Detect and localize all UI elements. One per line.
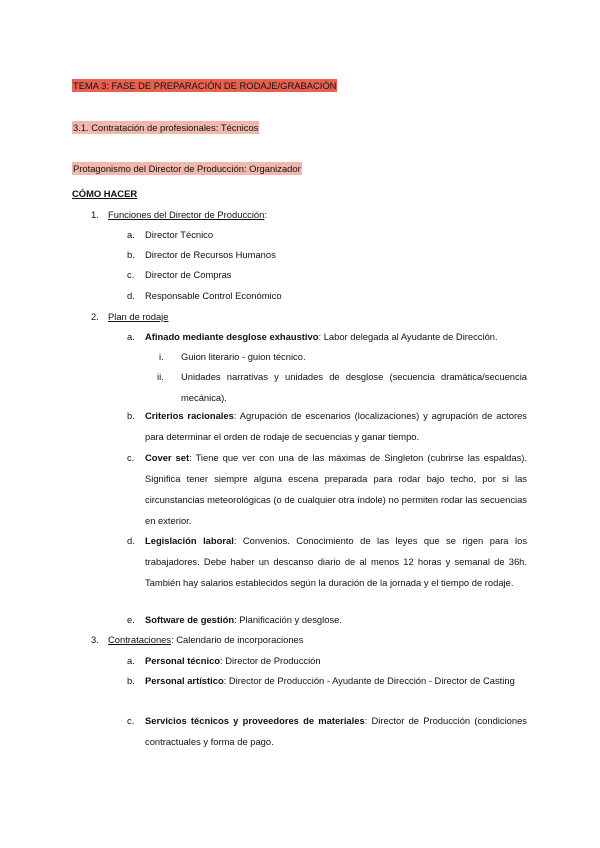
list-item [145, 447, 527, 531]
list-item: Director Técnico [145, 229, 214, 240]
list-item: Responsable Control Económico [145, 290, 282, 301]
item-term: Servicios técnicos y proveedores de materiales [145, 715, 365, 726]
item-text: : Director de Producción (condiciones contractuales y forma de pago. [145, 715, 527, 747]
sublist-marker: ii. [157, 371, 164, 382]
protagonismo-title: Protagonismo del Director de Producción: Organizador [73, 163, 301, 174]
section-1-suffix: : [264, 209, 267, 220]
item-term: Criterios racionales [145, 410, 234, 421]
item-text: : Agrupación de escenarios (localizaciones) y agrupación de actores para determinar el orden de rodaje de secuencias y ganar tiempo. [145, 410, 527, 442]
item-text: : Director de Producción - Ayudante de Dirección - Director de Casting [223, 675, 515, 686]
sublist-item: Guion literario - guion técnico. [181, 351, 306, 362]
list-item [145, 613, 342, 626]
list-item: Director de Recursos Humanos [145, 249, 276, 260]
section-2-title: Plan de rodaje [108, 311, 169, 322]
section-3-title: Contrataciones [108, 634, 172, 645]
sublist-marker: i. [159, 351, 164, 362]
sublist-item: Unidades narrativas y unidades de desglose (secuencia dramática/secuencia mecánica). [181, 371, 527, 403]
list-marker: d. [127, 535, 135, 546]
list-marker: a. [127, 655, 135, 666]
list-marker: b. [127, 675, 135, 686]
tema-heading [72, 79, 337, 92]
list-item [145, 405, 527, 447]
subtema-heading [72, 121, 259, 134]
list-item: Director de Compras [145, 269, 232, 280]
item-text: : Tiene que ver con una de las máximas de Singleton (cubrirse las espaldas). Significa tener siempre alguna escena preparada para rodar bajo techo, por si las circunstancias meteorológicas (o de cualquier otra índole) no permiten rodar las secuencias en exterior. [145, 452, 527, 526]
section-1-number: 1. [91, 209, 99, 220]
section-3-heading [108, 633, 303, 646]
list-marker: c. [127, 269, 135, 280]
list-marker: d. [127, 290, 135, 301]
item-term: Legislación laboral [145, 535, 234, 546]
section-2-number: 2. [91, 311, 99, 322]
item-term: Personal técnico [145, 655, 221, 666]
list-marker: c. [127, 715, 135, 726]
list-item [145, 710, 527, 752]
list-item [145, 530, 527, 593]
section-3-suffix: : Calendario de incorporaciones [171, 634, 304, 645]
section-1-heading [108, 208, 267, 221]
item-term: Cover set [145, 452, 190, 463]
item-term: Personal artístico [145, 675, 224, 686]
list-item [145, 654, 321, 667]
tema-title: TEMA 3: FASE DE PREPARACIÓN DE RODAJE/GRABACIÓN [73, 80, 337, 91]
item-text: : Director de Producción [220, 655, 321, 666]
como-hacer-heading: CÓMO HACER [72, 188, 138, 199]
list-marker: c. [127, 452, 135, 463]
protagonismo-heading [72, 162, 302, 175]
list-marker: b. [127, 249, 135, 260]
item-text: : Convenios. Conocimiento de las leyes que se rigen para los trabajadores. Debe haber un descanso diario de al menos 12 horas y semanal de 36h. También hay salarios establecidos según la duración de la jornada y el tiempo de rodaje. [145, 535, 528, 588]
subtema-title: 3.1. Contratación de profesionales: Técnicos [73, 122, 259, 133]
list-item [145, 670, 527, 691]
section-3-number: 3. [91, 634, 99, 645]
list-item [145, 330, 498, 343]
section-1-title: Funciones del Director de Producción [108, 209, 265, 220]
list-marker: a. [127, 229, 135, 240]
item-term: Afinado mediante desglose exhaustivo [145, 331, 319, 342]
item-text: : Labor delegada al Ayudante de Dirección. [318, 331, 498, 342]
item-text: : Planificación y desglose. [234, 614, 342, 625]
list-marker: a. [127, 331, 135, 342]
list-marker: b. [127, 410, 135, 421]
list-marker: e. [127, 614, 135, 625]
item-term: Software de gestión [145, 614, 235, 625]
